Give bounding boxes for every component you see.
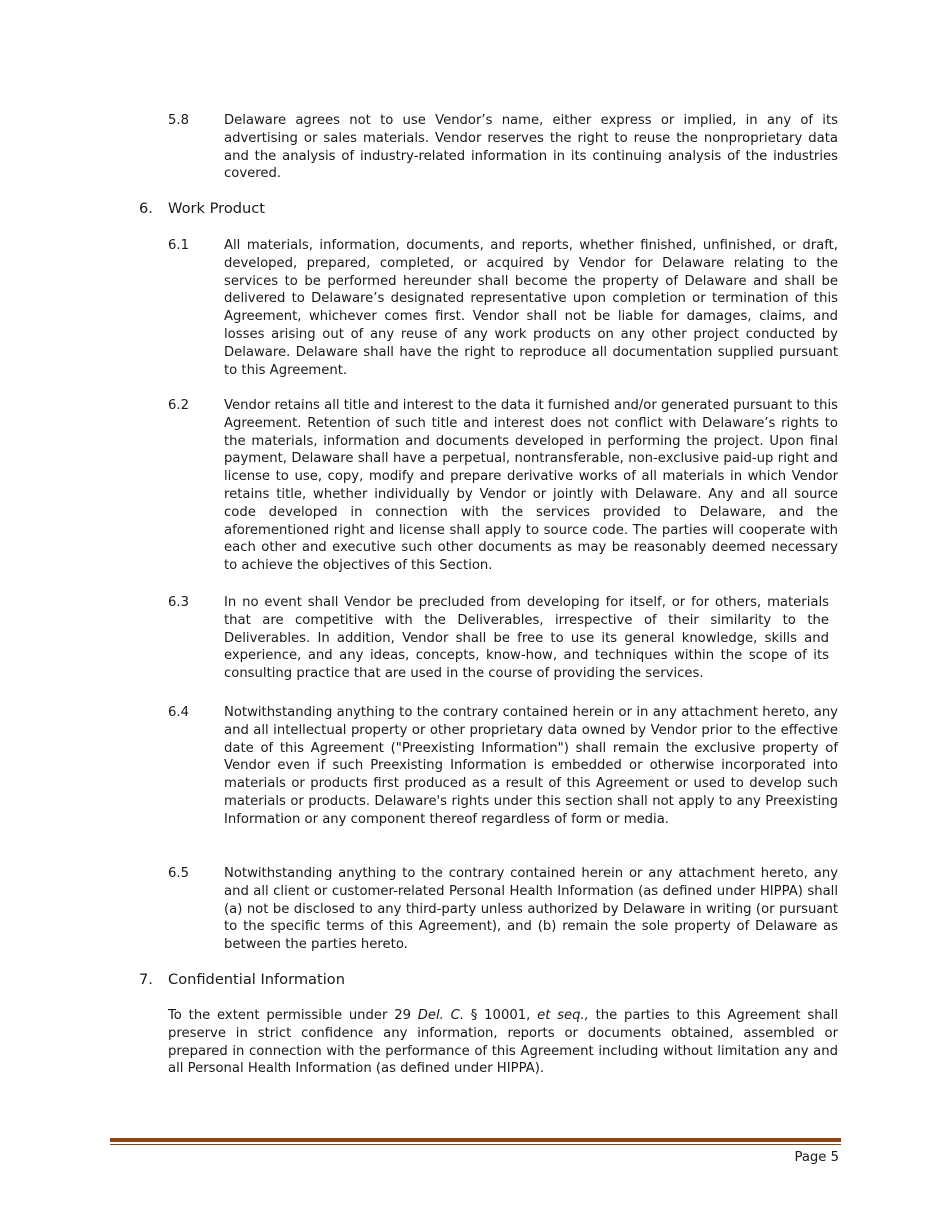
page-number: Page 5 [794,1150,839,1165]
section-5-8-number: 5.8 [168,113,189,128]
section-6-2-text: Vendor retains all title and interest to the data it furnished and/or generated pursuant to this Agreement. Retention of such title and interest does not conflict with Delaware’s rights to the materials, information and documents developed in performing the project. Upon final payment, Delaware shall have a perpetual, nontransferable, non-exclusive paid-up right and license to use, copy, modify and prepare derivative works of all materials in which Vendor retains title, whether individually by Vendor or jointly with Delaware. Any and all source code developed in connection with the services provided to Delaware, and the aforementioned right and license shall apply to source code. The parties will cooperate with each other and executive such other documents as may be reasonably deemed necessary to achieve the objectives of this Section. [224,398,838,574]
section-7-et-seq: et seq., [537,1008,589,1023]
section-6-1-number: 6.1 [168,238,189,253]
section-7-number: 7. [139,971,153,988]
section-6-4-text: Notwithstanding anything to the contrary contained herein or in any attachment hereto, any and all intellectual property or other proprietary data owned by Vendor prior to the effective date of this Agreement ("Preexisting Information") shall remain the exclusive property of Vendor even if such Preexisting Information is embedded or otherwise incorporated into materials or products first produced as a result of this Agreement or used to develop such materials or products. Delaware's rights under this section shall not apply to any Preexisting Information or any component thereof regardless of form or media. [224,705,838,827]
section-6-title: Work Product [168,200,266,217]
section-6-2-number: 6.2 [168,398,189,413]
footer-rule-thick [110,1138,841,1142]
section-6-4-number: 6.4 [168,705,189,720]
footer-rule-thin [110,1144,841,1145]
section-6-5-text: Notwithstanding anything to the contrary contained herein or any attachment hereto, any and all client or customer-related Personal Health Information (as defined under HIPPA) shall (a) not be disclosed to any third-party unless authorized by Delaware in writing (or pursuant to the specific terms of this Agreement), and (b) remain the sole property of Delaware as between the parties hereto. [224,866,838,953]
section-7-text-before: To the extent permissible under 29 [168,1008,418,1023]
section-6-5-number: 6.5 [168,866,189,881]
section-6-3-number: 6.3 [168,595,189,610]
section-6-1-text: All materials, information, documents, and reports, whether finished, unfinished, or draft, developed, prepared, completed, or acquired by Vendor for Delaware relating to the services to be performed hereunder shall become the property of Delaware and shall be delivered to Delaware’s designated representative upon completion or termination of this Agreement, whichever comes first. Vendor shall not be liable for damages, claims, and losses arising out of any reuse of any work products on any other project conducted by Delaware. Delaware shall have the right to reproduce all documentation supplied pursuant to this Agreement. [224,238,838,378]
section-7-text-after: the parties to this Agreement shall preserve in strict confidence any information, reports or documents obtained, assembled or prepared in connection with the performance of this Agreement including without limitation any and all Personal Health Information (as defined under HIPPA). [168,1008,838,1077]
section-6-number: 6. [139,200,153,217]
section-7-title: Confidential Information [168,971,345,988]
section-7-citation: Del. C. [417,1008,465,1023]
section-7-text-mid: § 10001, [464,1008,538,1023]
section-6-3-text: In no event shall Vendor be precluded from developing for itself, or for others, materials that are competitive with the Deliverables, irrespective of their similarity to the Deliverables. In addition, Vendor shall be free to use its general knowledge, skills and experience, and any ideas, concepts, know-how, and techniques within the scope of its consulting practice that are used in the course of providing the services. [224,595,829,682]
section-7-text [168,1007,838,1078]
section-5-8-text: Delaware agrees not to use Vendor’s name, either express or implied, in any of its advertising or sales materials. Vendor reserves the right to reuse the nonproprietary data and the analysis of industry-related information in its continuing analysis of the industries covered. [224,113,838,182]
